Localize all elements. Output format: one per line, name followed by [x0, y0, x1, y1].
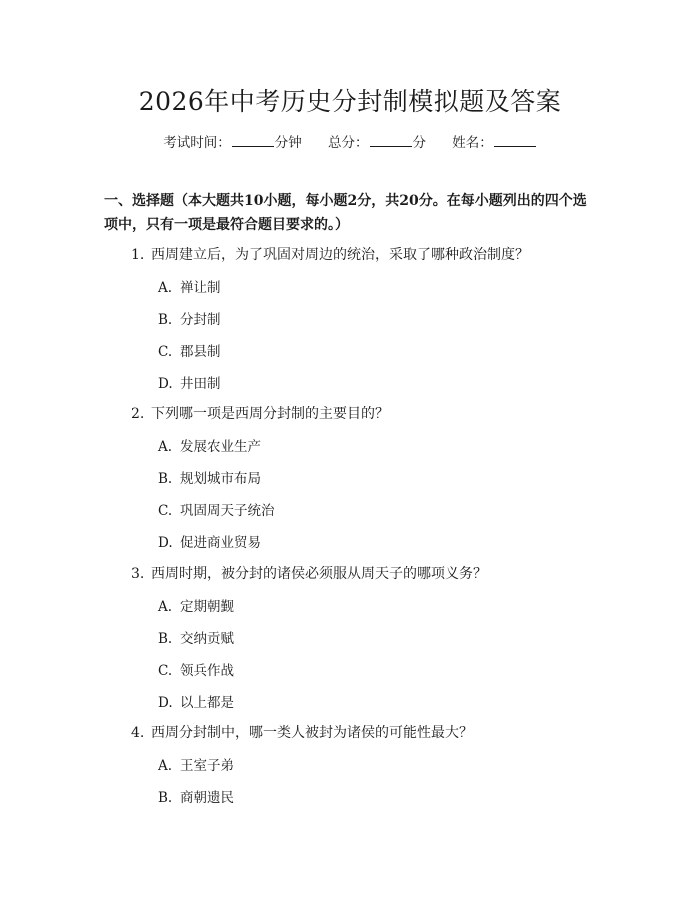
option-letter: A. [158, 439, 173, 455]
option-text: 领兵作战 [180, 663, 234, 679]
option-1a [158, 276, 221, 296]
question-text: 西周时期，被分封的诸侯必须服从周天子的哪项义务？ [151, 566, 487, 582]
question-number: 4. [131, 725, 145, 741]
option-3c [158, 659, 234, 679]
option-letter: D. [158, 695, 173, 711]
exam-info-line [0, 131, 700, 151]
option-letter: A. [158, 599, 173, 615]
name-field [452, 135, 537, 151]
option-3a [158, 595, 234, 615]
page-title: 2026年中考历史分封制模拟题及答案 [138, 87, 562, 116]
option-text: 商朝遗民 [180, 790, 234, 806]
option-text: 规划城市布局 [180, 471, 261, 487]
question-2 [131, 403, 389, 423]
option-text: 禅让制 [180, 280, 221, 296]
name-label: 姓名： [452, 135, 493, 151]
question-4 [131, 722, 473, 742]
option-3b [158, 627, 234, 647]
option-letter: A. [158, 758, 173, 774]
exam-time-unit: 分钟 [274, 135, 302, 151]
option-1c [158, 340, 221, 360]
option-letter: C. [158, 663, 173, 679]
option-text: 定期朝觐 [180, 599, 234, 615]
option-text: 以上都是 [180, 695, 234, 711]
option-text: 王室子弟 [180, 758, 234, 774]
name-blank [494, 134, 536, 147]
question-number: 3. [131, 566, 145, 582]
question-number: 2. [131, 406, 145, 422]
option-text: 交纳贡赋 [180, 631, 234, 647]
total-score-field [328, 135, 426, 151]
total-score-unit: 分 [412, 135, 426, 151]
question-text: 西周建立后，为了巩固对周边的统治，采取了哪种政治制度？ [151, 247, 529, 263]
option-text: 巩固周天子统治 [180, 503, 275, 519]
question-number: 1. [131, 247, 145, 263]
option-text: 分封制 [180, 312, 221, 328]
option-2c [158, 499, 275, 519]
exam-time-field [163, 135, 302, 151]
option-1b [158, 308, 221, 328]
exam-time-blank [232, 134, 274, 147]
option-letter: D. [158, 376, 173, 392]
option-letter: C. [158, 503, 173, 519]
question-3 [131, 563, 487, 583]
option-2d [158, 531, 261, 551]
option-text: 郡县制 [180, 344, 221, 360]
option-text: 井田制 [180, 376, 221, 392]
total-score-label: 总分： [328, 135, 369, 151]
option-letter: B. [158, 790, 173, 806]
section-heading: 一、选择题（本大题共10小题，每小题2分，共20分。在每小题列出的四个选项中，只有一项是最符合题目要求的。） [104, 193, 587, 233]
option-letter: B. [158, 631, 173, 647]
option-4b [158, 786, 234, 806]
option-1d [158, 372, 221, 392]
option-letter: D. [158, 535, 173, 551]
question-text: 西周分封制中，哪一类人被封为诸侯的可能性最大？ [151, 725, 473, 741]
option-2a [158, 435, 261, 455]
option-text: 促进商业贸易 [180, 535, 261, 551]
option-4a [158, 754, 234, 774]
exam-time-label: 考试时间： [163, 135, 231, 151]
question-text: 下列哪一项是西周分封制的主要目的？ [151, 406, 389, 422]
option-letter: B. [158, 471, 173, 487]
total-score-blank [370, 134, 412, 147]
option-letter: B. [158, 312, 173, 328]
option-text: 发展农业生产 [180, 439, 261, 455]
question-1 [131, 244, 529, 264]
option-2b [158, 467, 261, 487]
option-letter: A. [158, 280, 173, 296]
option-3d [158, 691, 234, 711]
option-letter: C. [158, 344, 173, 360]
